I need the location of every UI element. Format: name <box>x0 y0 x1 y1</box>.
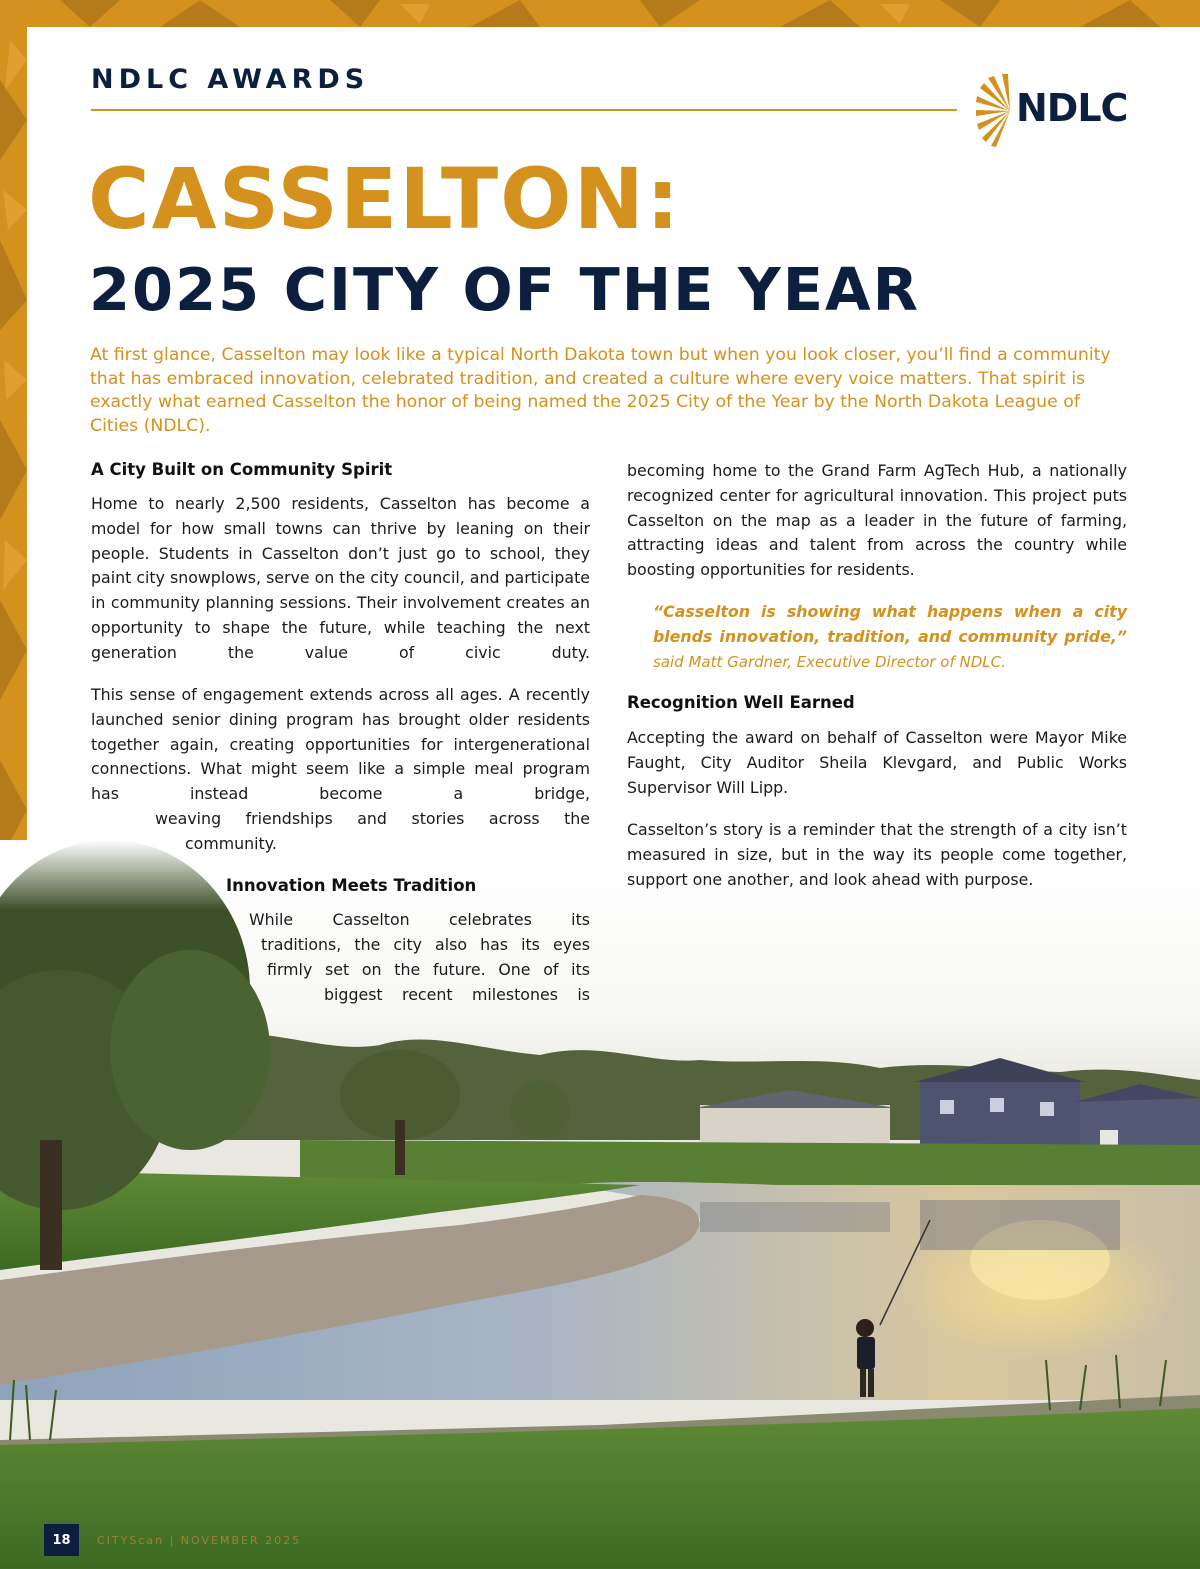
page-number: 18 <box>44 1524 79 1556</box>
quote-attribution: said Matt Gardner, Executive Director of NDLC. <box>653 652 1006 671</box>
paragraph-engagement-end: community. <box>185 834 277 853</box>
page-footer <box>44 1524 301 1556</box>
heading-community-spirit: A City Built on Community Spirit <box>91 460 393 479</box>
footer-text: CITYScan | NOVEMBER 2025 <box>97 1533 302 1547</box>
heading-innovation: Innovation Meets Tradition <box>226 876 477 895</box>
paragraph-innovation-line3: firmly set on the future. One of its <box>267 960 590 979</box>
pull-quote <box>653 600 1127 674</box>
paragraph-innovation-line4: biggest recent milestones is <box>324 985 590 1004</box>
section-label: NDLC AWARDS <box>91 64 370 95</box>
heading-recognition: Recognition Well Earned <box>627 693 855 712</box>
paragraph-engagement-cont: weaving friendships and stories across the <box>155 809 590 828</box>
header-rule <box>91 109 957 111</box>
paragraph-agtech: becoming home to the Grand Farm AgTech Hub, a nationally recognized center for agricultural innovation. This project puts Casselton on the map as a leader in the future of farming, attracting ideas and talent from across the country while boosting opportunities for residents. <box>627 461 1127 580</box>
page-title: CASSELTON: <box>88 150 682 248</box>
sunburst-icon <box>976 72 1016 150</box>
paragraph-conclusion: Casselton’s story is a reminder that the strength of a city isn’t measured in size, but in the way its people come together, support one another, and look ahead with purpose. <box>627 820 1127 889</box>
logo-text: NDLC <box>1016 86 1128 130</box>
page-subtitle: 2025 CITY OF THE YEAR <box>89 255 921 324</box>
paragraph-community-spirit: Home to nearly 2,500 residents, Casselton has become a model for how small towns can thrive by leaning on their people. Students in Casselton don’t just go to school, they paint city snowplows, serve on the city council, and participate in community planning sessions. Their involvement creates an opportunity to shape the future, while teaching the next generation the value of civic duty. <box>91 494 590 662</box>
lake-photo <box>0 840 1200 1569</box>
paragraph-recognition: Accepting the award on behalf of Casselton were Mayor Mike Faught, City Auditor Sheila Klevgard, and Public Works Supervisor Will Lipp. <box>627 728 1127 797</box>
paragraph-engagement: This sense of engagement extends across all ages. A recently launched senior dining program has brought older residents together again, creating opportunities for intergenerational connections. What might seem like a simple meal program has instead become a bridge, <box>91 685 590 804</box>
paragraph-innovation-line2: traditions, the city also has its eyes <box>261 935 590 954</box>
ndlc-logo <box>976 72 1136 150</box>
quote-text: “Casselton is showing what happens when a city blends innovation, tradition, and community pride,” <box>653 602 1127 646</box>
paragraph-innovation-line1: While Casselton celebrates its <box>249 910 590 929</box>
intro-paragraph: At first glance, Casselton may look like a typical North Dakota town but when you look closer, you’ll find a community that has embraced innovation, celebrated tradition, and created a culture where every voice matters. That spirit is exactly what earned Casselton the honor of being named the 2025 City of the Year by the North Dakota League of Cities (NDLC). <box>90 345 1111 436</box>
